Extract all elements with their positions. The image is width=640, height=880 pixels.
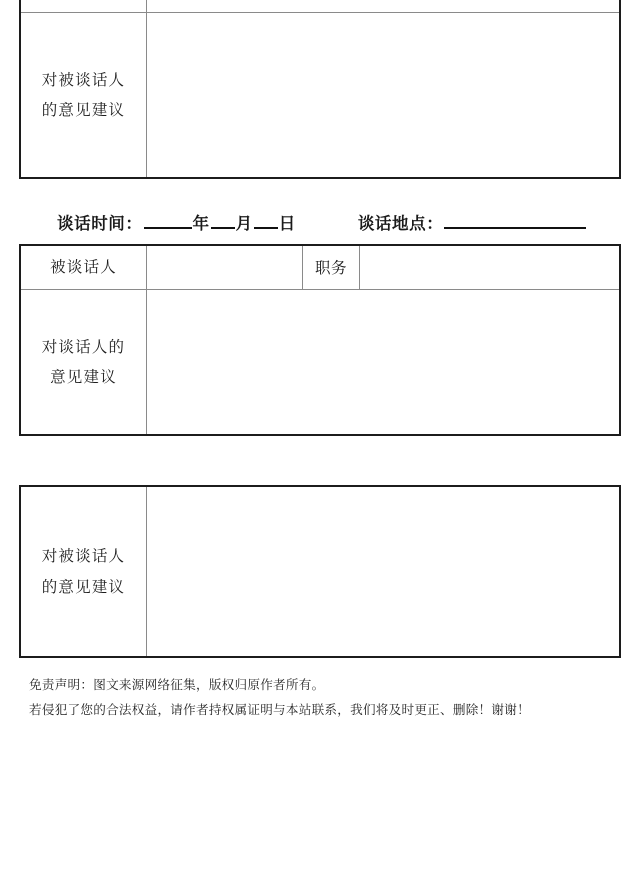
interviewer-opinion-value[interactable] [147, 289, 621, 435]
interviewer-opinion-label-line1: 对谈话人的 [41, 337, 126, 356]
interviewer-opinion-label [20, 289, 147, 435]
post-label: 职务 [303, 245, 360, 289]
table-one-stub-label [20, 0, 147, 12]
table-row [20, 245, 620, 289]
interview-time-field [57, 210, 296, 234]
table-row [20, 0, 620, 12]
interview-place-label: 谈话地点： [357, 214, 444, 233]
interview-record-table-bottom [19, 485, 621, 658]
table-row [20, 486, 620, 657]
interview-record-table-middle [19, 244, 621, 436]
table-one-opinion-value[interactable] [147, 12, 621, 178]
interview-record-table-top [19, 0, 621, 179]
interview-year-blank[interactable] [144, 227, 192, 229]
interview-day-unit: 日 [278, 214, 296, 233]
disclaimer-footer [29, 673, 609, 722]
interview-meta-line [19, 205, 625, 239]
interview-day-blank[interactable] [254, 227, 278, 229]
interviewer-opinion-label-line2: 意见建议 [50, 367, 117, 386]
table-three-opinion-label-line1: 对被谈话人 [41, 547, 126, 566]
table-one-opinion-label [20, 12, 147, 178]
post-value[interactable] [360, 245, 621, 289]
table-one-opinion-label-line2: 的意见建议 [41, 100, 126, 119]
interview-month-blank[interactable] [211, 227, 235, 229]
disclaimer-line-2: 若侵犯了您的合法权益，请作者持权属证明与本站联系，我们将及时更正、删除！谢谢！ [29, 701, 530, 717]
interviewee-value[interactable] [147, 245, 303, 289]
table-row [20, 289, 620, 435]
table-three-opinion-label [20, 486, 147, 657]
interview-year-unit: 年 [192, 214, 210, 233]
table-one-stub-value[interactable] [147, 0, 621, 12]
table-one-opinion-label-line1: 对被谈话人 [41, 70, 126, 89]
interviewee-label: 被谈话人 [20, 245, 147, 289]
interview-month-unit: 月 [235, 214, 253, 233]
table-three-opinion-value[interactable] [147, 486, 621, 657]
disclaimer-line-1: 免责声明：图文来源网络征集，版权归原作者所有。 [29, 677, 325, 692]
table-three-opinion-label-line2: 的意见建议 [41, 577, 126, 596]
interview-place-blank[interactable] [444, 227, 586, 229]
table-row [20, 12, 620, 178]
interview-time-label: 谈话时间： [57, 214, 143, 233]
interview-place-field [358, 210, 588, 234]
